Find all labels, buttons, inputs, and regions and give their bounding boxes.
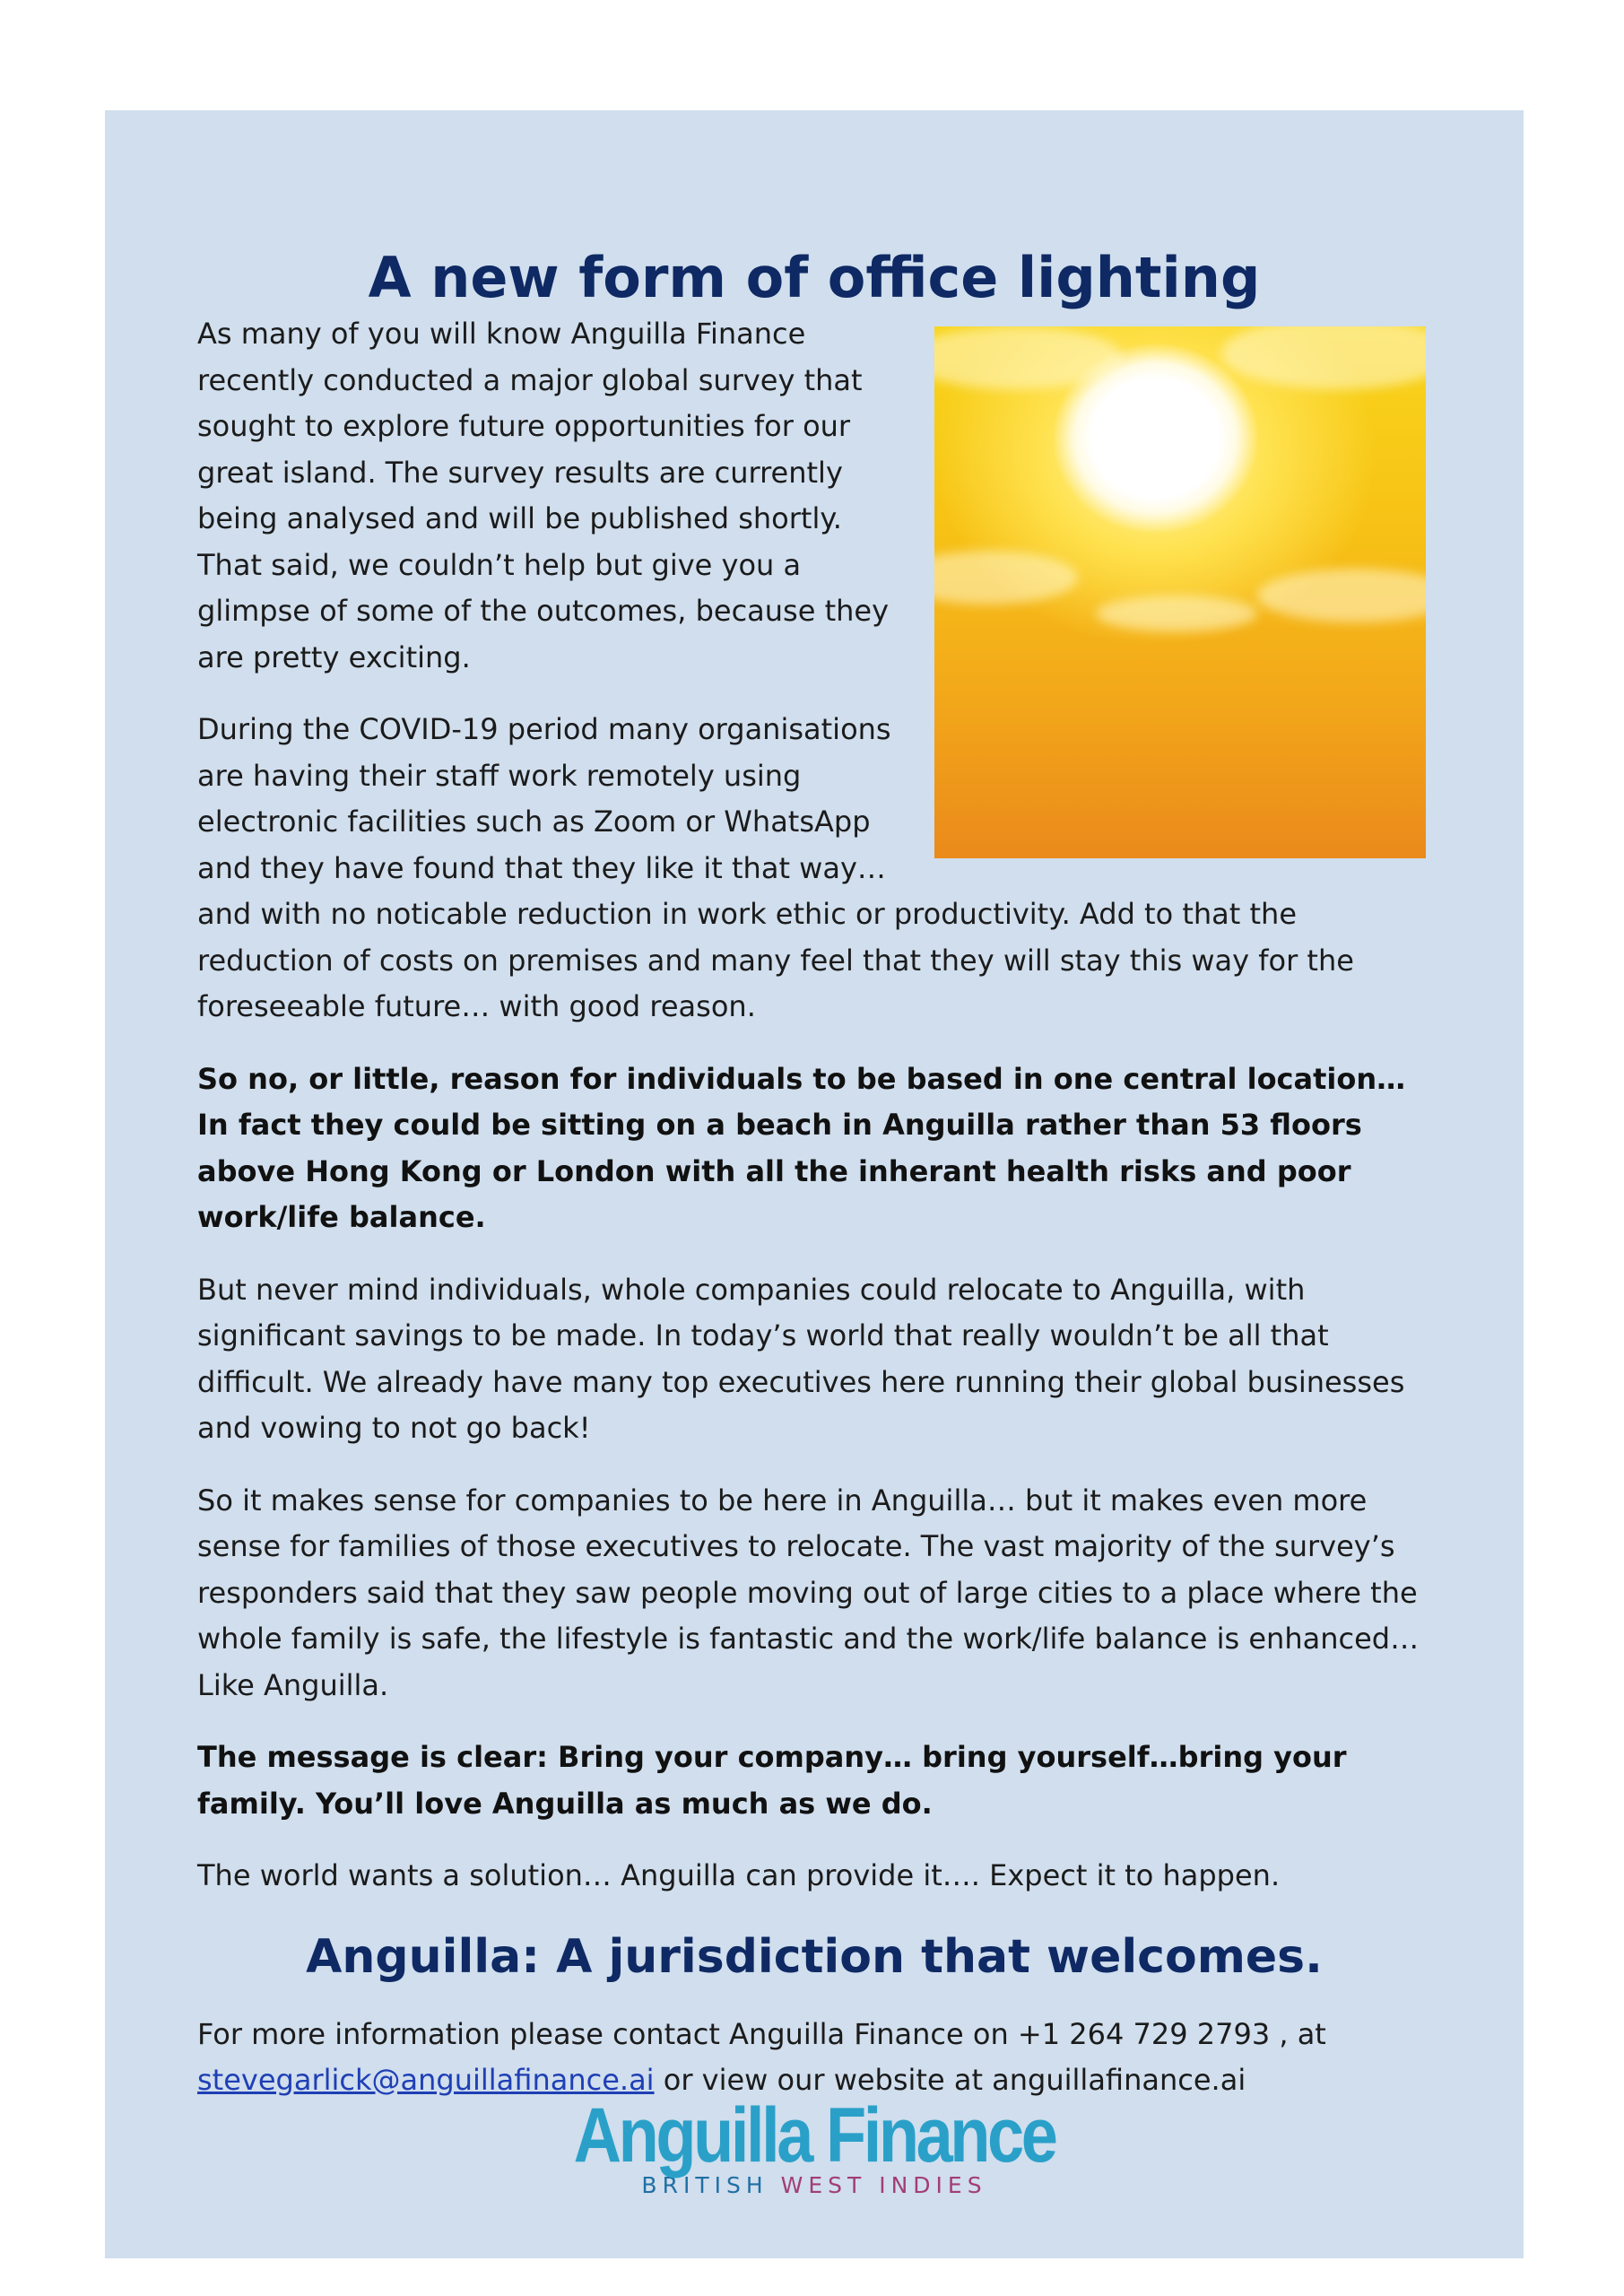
article-body [197, 311, 1426, 2130]
logo-subtitle-west: WEST [780, 2172, 867, 2198]
paragraph-location [197, 1057, 1426, 1241]
contact-paragraph [197, 2012, 1426, 2104]
paragraph-intro: As many of you will know Anguilla Finance recently conducted a major global survey that sought to explore future opportunities for our great island. The survey results are currently being analysed and will be published shortly. That said, we couldn’t help but give you a glimpse of some of the outcomes, because they are pretty exciting. [197, 317, 890, 674]
email-link[interactable]: stevegarlick@anguillafinance.ai [197, 2063, 655, 2097]
contact-suffix: or view our website at anguillafinance.ai [654, 2063, 1246, 2097]
paragraph-companies: But never mind individuals, whole companies could relocate to Anguilla, with significant savings to be made. In today’s world that really wouldn’t be all that difficult. We already have many top executives here running their global businesses and vowing to not go back! [197, 1272, 1405, 1445]
logo-subtitle-british: BRITISH [641, 2172, 769, 2198]
logo-wordmark: Anguilla Finance [573, 2092, 1055, 2179]
flyer-panel [105, 110, 1524, 2258]
paragraph-families: So it makes sense for companies to be here in Anguilla… but it makes even more sense for families of those executives to relocate. The vast majority of the survey’s responders said that they saw people moving out of large cities to a place where the whole family is safe, the lifestyle is fantastic and the work/life balance is enhanced… Like Anguilla. [197, 1483, 1420, 1702]
contact-prefix: For more information please contact Anguilla Finance on +1 264 729 2793 , at [197, 2016, 1326, 2051]
paragraph-covid: During the COVID-19 period many organisations are having their staff work remotely using electronic facilities such as Zoom or WhatsApp and they have found that they like it that way… and with no noticable reduction in work ethic or productivity. Add to that the reduction of costs on premises and many feel that they will stay this way for the foreseeable future… with good reason. [197, 712, 1354, 1023]
bold-text-location: So no, or little, reason for individuals to be based in one central location… In fact they could be sitting on a beach in Anguilla rather than 53 floors above Hong Kong or London with all the inherant health risks and poor work/life balance. [197, 1061, 1406, 1234]
paragraph-solution: The world wants a solution… Anguilla can provide it…. Expect it to happen. [197, 1858, 1281, 1892]
paragraph-message [197, 1735, 1426, 1827]
sun-photo [934, 326, 1426, 858]
tagline-heading: Anguilla: A jurisdiction that welcomes. [306, 1929, 1323, 1984]
anguilla-finance-logo [105, 2092, 1524, 2199]
bold-text-message: The message is clear: Bring your company… bring yourself…bring your family. You’ll love Anguilla as much as we do. [197, 1740, 1347, 1821]
logo-subtitle-indies: INDIES [879, 2172, 987, 2198]
page-title: A new form of office lighting [368, 244, 1261, 310]
